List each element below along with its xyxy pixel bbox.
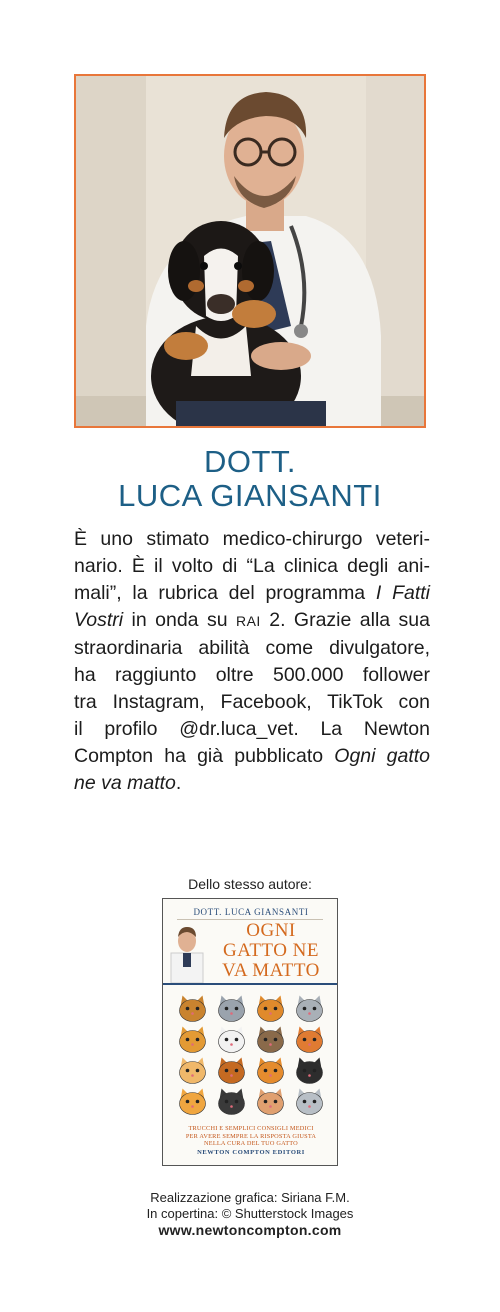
same-author-label: Dello stesso autore: <box>188 876 312 892</box>
credits-cover: In copertina: © Shutterstock Images <box>146 1206 354 1221</box>
book-author-portrait-icon <box>167 923 207 983</box>
cat-face-icon <box>219 1089 245 1115</box>
cat-face-icon <box>258 1058 284 1084</box>
credits-design: Realizzazione grafica: Siriana F.M. <box>150 1190 350 1205</box>
author-photo <box>74 74 426 428</box>
cat-face-icon <box>297 1027 323 1053</box>
cat-face-icon <box>258 1027 284 1053</box>
bio-line: ha raggiunto oltre 500.000 follower <box>74 664 430 686</box>
book-author: DOTT. LUCA GIANSANTI <box>193 907 309 917</box>
bio-line: ne va matto. <box>74 772 182 794</box>
book-tagline: TRUCCHI E SEMPLICI CONSIGLI MEDICI PER AVERE SEMPRE LA RISPOSTA GIUSTA NELLA CURA DEL TUO GATTO <box>185 1125 317 1147</box>
cat-face-icon <box>180 1089 206 1115</box>
bio-line: Vostri in onda su RAI 2. Grazie alla sua <box>74 609 430 631</box>
cat-face-icon <box>180 1058 206 1084</box>
publisher-website-link[interactable]: www.newtoncompton.com <box>158 1222 342 1238</box>
author-name: LUCA GIANSANTI <box>118 478 382 513</box>
bio-line: tra Instagram, Facebook, TikTok con <box>74 691 430 713</box>
book-divider <box>163 983 337 985</box>
book-publisher: NEWTON COMPTON EDITORI <box>197 1149 305 1156</box>
credits <box>0 1190 500 1238</box>
bio-line: mali”, la rubrica del programma I Fatti <box>74 582 430 604</box>
cat-face-icon <box>297 1089 323 1115</box>
cat-face-icon <box>219 996 245 1022</box>
cat-face-icon <box>219 1027 245 1053</box>
cat-face-icon <box>258 1089 284 1115</box>
related-book-cover <box>162 898 338 1166</box>
cat-face-icon <box>180 1027 206 1053</box>
bio-line: il profilo @dr.luca_vet. La Newton <box>74 718 430 740</box>
cat-face-icon <box>180 996 206 1022</box>
bio-line: straordinaria abilità come divulgatore, <box>74 637 430 659</box>
author-bio <box>74 526 430 797</box>
vet-with-puppy-image <box>76 76 426 428</box>
author-title-prefix: DOTT. <box>203 444 297 479</box>
cat-face-icon <box>219 1058 245 1084</box>
bio-line: È uno stimato medico-chirurgo veteri- <box>74 528 430 550</box>
book-title: OGNI GATTO NE VA MATTO <box>222 920 320 981</box>
cat-illustrations <box>173 993 329 1119</box>
bio-line: nario. È il volto di “La clinica degli ani- <box>74 555 430 577</box>
cat-face-icon <box>297 1058 323 1084</box>
cat-face-icon <box>297 996 323 1022</box>
bio-line: Compton ha già pubblicato Ogni gatto <box>74 745 430 767</box>
cat-face-icon <box>258 996 284 1022</box>
